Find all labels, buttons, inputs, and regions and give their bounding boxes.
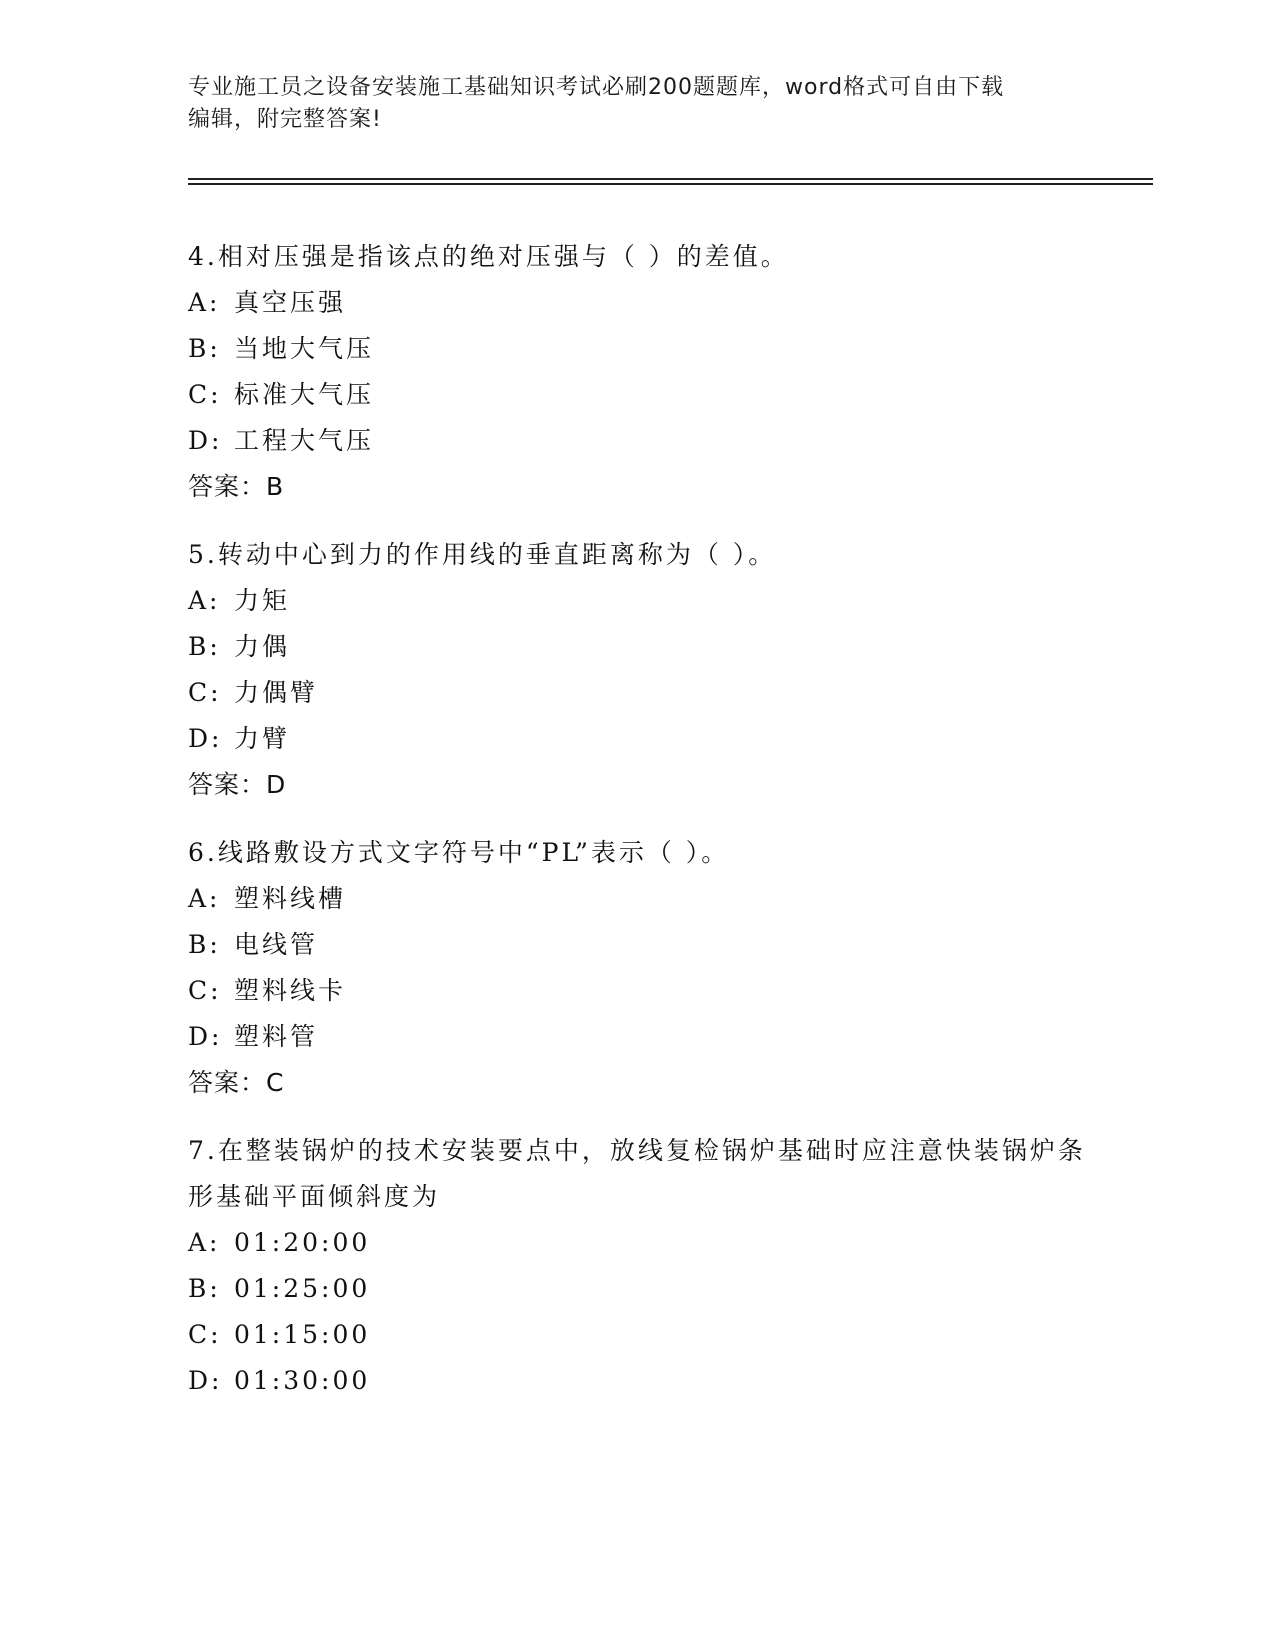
option-b[interactable] [188,922,1088,968]
option-letter: B: [188,632,221,661]
option-letter: D: [188,1022,223,1051]
option-letter: C: [188,678,222,707]
document-header [188,72,1088,136]
question-text: 6.线路敷设方式文字符号中“PL”表示（ ）。 [188,838,730,867]
option-text: 01:20:00 [234,1228,371,1257]
option-d[interactable] [188,716,1088,762]
option-text: 当地大气压 [234,334,375,363]
option-b[interactable] [188,326,1088,372]
option-a[interactable] [188,876,1088,922]
option-d[interactable] [188,1358,1088,1404]
option-c[interactable] [188,372,1088,418]
option-d[interactable] [188,418,1088,464]
question-text: 4.相对压强是指该点的绝对压强与（ ）的差值。 [188,242,789,271]
option-letter: C: [188,380,222,409]
option-letter: C: [188,976,222,1005]
option-letter: B: [188,930,221,959]
option-text: 力矩 [234,586,291,615]
option-text: 塑料管 [234,1022,319,1051]
option-letter: D: [188,426,223,455]
question-7 [188,1128,1088,1404]
option-a[interactable] [188,280,1088,326]
header-divider-bottom [188,183,1153,185]
option-letter: A: [188,288,221,317]
question-text: 5.转动中心到力的作用线的垂直距离称为（ ）。 [188,540,777,569]
option-a[interactable] [188,578,1088,624]
option-b[interactable] [188,1266,1088,1312]
option-text: 力臂 [234,724,291,753]
option-d[interactable] [188,1014,1088,1060]
option-text: 01:15:00 [234,1320,371,1349]
answer-text: 答案：D [188,770,287,799]
option-text: 真空压强 [234,288,347,317]
option-text: 标准大气压 [234,380,375,409]
question-list [188,234,1088,1426]
option-letter: A: [188,586,221,615]
option-c[interactable] [188,968,1088,1014]
option-letter: A: [188,884,221,913]
option-letter: B: [188,1274,221,1303]
option-letter: D: [188,1366,223,1395]
question-5 [188,532,1088,808]
option-text: 塑料线卡 [234,976,347,1005]
answer-text: 答案：C [188,1068,285,1097]
option-text: 工程大气压 [234,426,375,455]
header-divider-top [188,178,1153,180]
option-text: 01:25:00 [234,1274,371,1303]
option-letter: D: [188,724,223,753]
option-letter: C: [188,1320,222,1349]
option-letter: A: [188,1228,221,1257]
option-b[interactable] [188,624,1088,670]
option-text: 塑料线槽 [234,884,347,913]
answer-text: 答案：B [188,472,285,501]
question-4 [188,234,1088,510]
option-letter: B: [188,334,221,363]
header-line-1: 专业施工员之设备安装施工基础知识考试必刷200题题库，word格式可自由下载 [188,75,1005,100]
header-line-2: 编辑，附完整答案! [188,107,382,132]
option-text: 力偶臂 [234,678,319,707]
option-text: 01:30:00 [234,1366,371,1395]
question-text: 7.在整装锅炉的技术安装要点中，放线复检锅炉基础时应注意快装锅炉条形基础平面倾斜度为 [188,1136,1086,1211]
option-c[interactable] [188,1312,1088,1358]
question-6 [188,830,1088,1106]
option-a[interactable] [188,1220,1088,1266]
option-text: 力偶 [234,632,291,661]
option-c[interactable] [188,670,1088,716]
option-text: 电线管 [234,930,319,959]
